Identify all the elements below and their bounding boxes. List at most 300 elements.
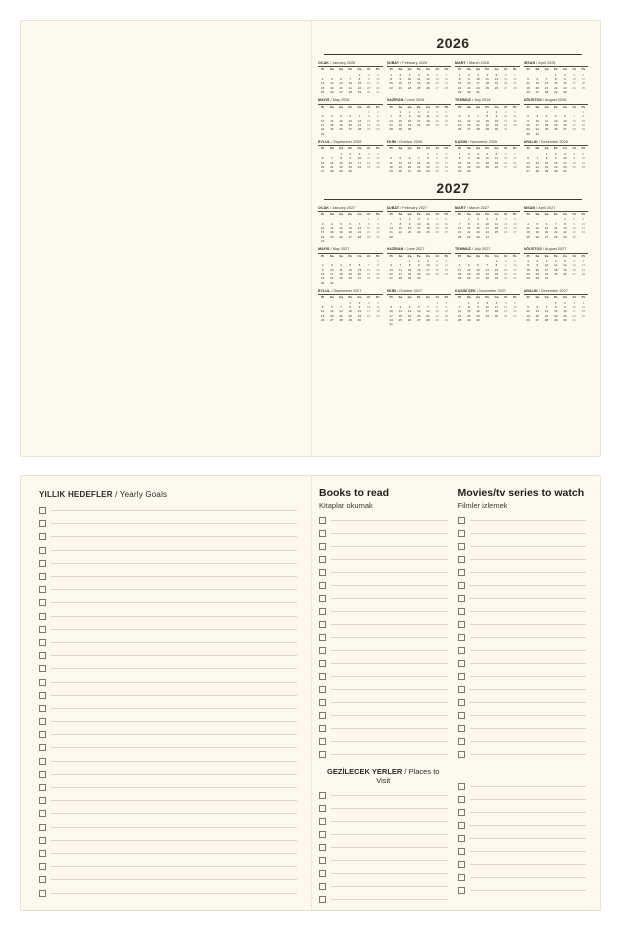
month-days: 1 2 3 4 5 6 7 8 9 10 11 12 13 14 15 16 17 18 19 20 21 22 23 24 25 26 27 28 29 30 31 [457,72,517,95]
checkbox-icon[interactable] [458,634,465,641]
list-item[interactable] [458,618,587,631]
movies-rows [458,514,587,761]
list-item[interactable] [458,566,587,579]
write-line [51,602,297,603]
checkbox-icon[interactable] [458,796,465,803]
checkbox-icon[interactable] [458,712,465,719]
write-line [470,650,587,651]
list-item[interactable] [39,530,297,543]
list-item[interactable] [319,854,448,867]
checkbox-icon[interactable] [458,686,465,693]
checkbox-icon[interactable] [39,797,46,804]
list-item[interactable] [458,722,587,735]
checkbox-icon[interactable] [39,771,46,778]
list-item[interactable] [39,636,297,649]
checkbox-icon[interactable] [319,621,326,628]
list-item[interactable] [319,709,448,722]
write-line [331,754,448,755]
checkbox-icon[interactable] [319,870,326,877]
weekday-header: Pt Sa Ça Pe Cu Ct Pz [321,211,380,216]
checkbox-icon[interactable] [458,530,465,537]
write-line [470,741,587,742]
list-item[interactable] [39,873,297,886]
list-item[interactable] [319,867,448,880]
write-line [331,559,448,560]
weekday-header: Pt Sa Ça Pe Cu Ct Pz [321,67,380,72]
checkbox-icon[interactable] [39,744,46,751]
calendar-year-block [318,180,588,327]
list-item[interactable] [458,670,587,683]
write-line [470,702,587,703]
write-line [51,893,297,894]
list-item[interactable] [458,871,587,884]
write-line [470,786,587,787]
write-line [331,572,448,573]
checkbox-icon[interactable] [39,810,46,817]
month-block [318,98,383,136]
list-item[interactable] [319,631,448,644]
write-line [470,877,587,878]
list-item[interactable] [319,893,448,906]
checkbox-icon[interactable] [39,876,46,883]
month-block [318,289,383,327]
write-line [470,572,587,573]
checkbox-icon[interactable] [458,887,465,894]
list-item[interactable] [458,748,587,761]
write-line [470,754,587,755]
list-item[interactable] [458,605,587,618]
month-block [455,206,520,244]
checkbox-icon[interactable] [458,543,465,550]
list-item[interactable] [39,886,297,899]
year-divider [324,54,582,55]
checkbox-icon[interactable] [319,660,326,667]
month-block [318,247,383,285]
weekday-header: Pt Sa Ça Pe Cu Ct Pz [321,295,380,300]
write-line [331,847,448,848]
list-item[interactable] [39,583,297,596]
checkbox-icon[interactable] [319,647,326,654]
checkbox-icon[interactable] [39,652,46,659]
checkbox-icon[interactable] [39,837,46,844]
weekday-header: Pt Sa Ça Pe Cu Ct Pz [321,253,380,258]
month-block [455,289,520,327]
checkbox-icon[interactable] [458,569,465,576]
movies-heading [458,488,587,510]
write-line [51,734,297,735]
checkbox-icon[interactable] [458,673,465,680]
list-item[interactable] [319,527,448,540]
month-name: OCAK / January 2027 [318,206,383,212]
month-name: AĞUSTOS / August 2026 [524,98,589,104]
checkbox-icon[interactable] [39,718,46,725]
list-item[interactable] [458,696,587,709]
list-item[interactable] [458,884,587,897]
checkbox-icon[interactable] [39,784,46,791]
month-name: EYLÜL / September 2027 [318,289,383,295]
checkbox-icon[interactable] [458,835,465,842]
write-line [51,774,297,775]
month-days: 1 2 3 4 5 6 7 8 9 10 11 12 13 14 15 16 17 18 19 20 21 22 23 24 25 26 27 28 [389,217,449,239]
list-item[interactable] [458,540,587,553]
checkbox-icon[interactable] [458,874,465,881]
month-block [318,140,383,173]
checkbox-icon[interactable] [319,699,326,706]
list-item[interactable] [319,696,448,709]
movies-column [458,488,587,900]
checkbox-icon[interactable] [319,738,326,745]
weekday-header: Pt Sa Ça Pe Cu Ct Pz [321,104,380,109]
checkbox-icon[interactable] [319,883,326,890]
checkbox-icon[interactable] [458,848,465,855]
write-line [51,840,297,841]
checkbox-icon[interactable] [458,660,465,667]
list-item[interactable] [39,570,297,583]
month-days: 1 2 3 4 5 6 7 8 9 10 11 12 13 14 15 16 17 18 19 20 21 22 23 24 25 26 27 28 29 30 31 [389,300,449,327]
write-line [470,851,587,852]
checkbox-icon[interactable] [39,692,46,699]
checkbox-icon[interactable] [39,863,46,870]
list-item[interactable] [39,847,297,860]
calendar-side [310,21,600,456]
yearly-goals-page [21,476,311,910]
checkbox-icon[interactable] [458,861,465,868]
month-block [387,140,452,173]
weekday-header: Pt Sa Ça Pe Cu Ct Pz [458,253,517,258]
month-name: NİSAN / April 2026 [524,61,589,67]
list-item[interactable] [319,644,448,657]
list-item[interactable] [39,557,297,570]
checkbox-icon[interactable] [39,679,46,686]
checkbox-icon[interactable] [319,896,326,903]
list-item[interactable] [458,553,587,566]
write-line [51,787,297,788]
write-line [331,821,448,822]
month-name: NİSAN / April 2027 [524,206,589,212]
checkbox-icon[interactable] [458,517,465,524]
checkbox-icon[interactable] [39,520,46,527]
movies-title-en: Movies/tv series to watch [457,487,585,499]
list-item[interactable] [319,540,448,553]
write-line [51,879,297,880]
list-item[interactable] [39,596,297,609]
write-line [51,616,297,617]
list-item[interactable] [319,514,448,527]
list-item[interactable] [39,781,297,794]
checkbox-icon[interactable] [39,850,46,857]
write-line [51,668,297,669]
checkbox-icon[interactable] [458,751,465,758]
checkbox-icon[interactable] [39,890,46,897]
checkbox-icon[interactable] [319,595,326,602]
list-item[interactable] [39,649,297,662]
checkbox-icon[interactable] [319,673,326,680]
write-line [331,611,448,612]
write-line [331,702,448,703]
checkbox-icon[interactable] [39,824,46,831]
weekday-header: Pt Sa Ça Pe Cu Ct Pz [526,104,586,109]
month-days: 1 2 3 4 5 6 7 8 9 10 11 12 13 14 15 16 17 18 19 20 21 22 23 24 25 26 27 28 29 30 31 [320,72,380,95]
list-item[interactable] [319,815,448,828]
checkbox-icon[interactable] [39,665,46,672]
write-line [470,663,587,664]
list-item[interactable] [458,858,587,871]
list-item[interactable] [39,741,297,754]
weekday-header: Pt Sa Ça Pe Cu Ct Pz [389,295,449,300]
checkbox-icon[interactable] [39,533,46,540]
list-item[interactable] [319,748,448,761]
month-days: 1 2 3 4 5 6 7 8 9 10 11 12 13 14 15 16 17 18 19 20 21 22 23 24 25 26 27 28 29 30 31 [389,151,449,174]
list-item[interactable] [319,579,448,592]
write-line [470,812,587,813]
list-item[interactable] [458,579,587,592]
weekday-header: Pt Sa Ça Pe Cu Ct Pz [458,211,517,216]
checkbox-icon[interactable] [458,621,465,628]
month-block [524,61,589,94]
checkbox-icon[interactable] [319,556,326,563]
write-line [470,799,587,800]
list-item[interactable] [39,504,297,517]
books-title-en: Books to read [319,487,390,499]
checkbox-icon[interactable] [458,608,465,615]
write-line [51,589,297,590]
list-item[interactable] [39,755,297,768]
checkbox-icon[interactable] [39,639,46,646]
checkbox-icon[interactable] [458,725,465,732]
write-line [51,550,297,551]
checkbox-icon[interactable] [458,783,465,790]
list-item[interactable] [39,662,297,675]
lists-page [309,476,600,910]
list-item[interactable] [458,709,587,722]
checkbox-icon[interactable] [319,517,326,524]
checkbox-icon[interactable] [39,613,46,620]
list-item[interactable] [458,793,587,806]
goals-spread [20,475,601,911]
write-line [51,708,297,709]
checkbox-icon[interactable] [319,686,326,693]
checkbox-icon[interactable] [319,634,326,641]
list-item[interactable] [39,610,297,623]
checkbox-icon[interactable] [39,599,46,606]
checkbox-icon[interactable] [39,547,46,554]
checkbox-icon[interactable] [39,731,46,738]
write-line [331,624,448,625]
write-line [51,629,297,630]
checkbox-icon[interactable] [458,647,465,654]
month-name: ARALIK / December 2027 [524,289,589,295]
list-item[interactable] [319,592,448,605]
checkbox-icon[interactable] [319,582,326,589]
month-name: ŞUBAT / February 2027 [387,206,452,212]
month-days: 1 2 3 4 5 6 7 8 9 10 11 12 13 14 15 16 17 18 19 20 21 22 23 24 25 26 27 28 29 30 [526,217,586,239]
checkbox-icon[interactable] [319,569,326,576]
list-item[interactable] [39,517,297,530]
list-item[interactable] [458,644,587,657]
list-item[interactable] [39,689,297,702]
month-name: MART / March 2027 [455,206,520,212]
list-item[interactable] [319,553,448,566]
list-item[interactable] [458,832,587,845]
month-block [524,289,589,327]
write-line [331,533,448,534]
list-item[interactable] [39,715,297,728]
checkbox-icon[interactable] [39,507,46,514]
month-name: OCAK / January 2026 [318,61,383,67]
checkbox-icon[interactable] [39,626,46,633]
month-name: AĞUSTOS / August 2027 [524,247,589,253]
write-line [331,860,448,861]
year-divider [324,199,582,200]
checkbox-icon[interactable] [458,556,465,563]
places-title-tr: GEZİLECEK YERLER [327,766,403,776]
checkbox-icon[interactable] [319,805,326,812]
weekday-header: Pt Sa Ça Pe Cu Ct Pz [458,67,517,72]
list-item[interactable] [458,514,587,527]
list-item[interactable] [458,735,587,748]
list-item[interactable] [319,618,448,631]
checkbox-icon[interactable] [319,543,326,550]
checkbox-icon[interactable] [39,573,46,580]
checkbox-icon[interactable] [458,699,465,706]
write-line [51,813,297,814]
list-item[interactable] [458,631,587,644]
list-item[interactable] [319,828,448,841]
month-days: 1 2 3 4 5 6 7 8 9 10 11 12 13 14 15 16 17 18 19 20 21 22 23 24 25 26 27 28 29 30 31 [320,259,380,285]
write-line [470,825,587,826]
month-block [524,206,589,244]
list-item[interactable] [458,780,587,793]
list-item[interactable] [319,722,448,735]
list-item[interactable] [39,702,297,715]
list-item[interactable] [458,657,587,670]
write-line [51,761,297,762]
write-line [51,721,297,722]
list-item[interactable] [39,834,297,847]
month-name: HAZİRAN / June 2027 [387,247,452,253]
list-item[interactable] [319,683,448,696]
write-line [51,523,297,524]
write-line [51,695,297,696]
month-days: 1 2 3 4 5 6 7 8 9 10 11 12 13 14 15 16 17 18 19 20 21 22 23 24 25 26 27 28 29 30 31 [526,259,586,281]
checkbox-icon[interactable] [319,857,326,864]
write-line [470,611,587,612]
calendar-year-title: 2026 [436,35,470,51]
list-item[interactable] [319,735,448,748]
month-days: 1 2 3 4 5 6 7 8 9 10 11 12 13 14 15 16 17 18 19 20 21 22 23 24 25 26 27 28 29 30 31 [320,217,380,243]
write-line [51,510,297,511]
checkbox-icon[interactable] [319,792,326,799]
month-name: ŞUBAT / February 2026 [387,61,452,67]
list-item[interactable] [319,841,448,854]
list-item[interactable] [39,623,297,636]
checkbox-icon[interactable] [319,712,326,719]
list-item[interactable] [39,794,297,807]
list-item[interactable] [39,768,297,781]
list-item[interactable] [319,670,448,683]
month-days: 1 2 3 4 5 6 7 8 9 10 11 12 13 14 15 16 17 18 19 20 21 22 23 24 25 26 27 28 29 30 31 [457,259,517,281]
calendar-spread [20,20,601,457]
list-item[interactable] [458,683,587,696]
list-item[interactable] [39,807,297,820]
month-block [524,247,589,285]
weekday-header: Pt Sa Ça Pe Cu Ct Pz [389,104,449,109]
list-item[interactable] [319,789,448,802]
checkbox-icon[interactable] [39,705,46,712]
checkbox-icon[interactable] [39,758,46,765]
write-line [51,536,297,537]
month-block [387,206,452,244]
books-rows [319,514,448,761]
checkbox-icon[interactable] [319,831,326,838]
month-block [387,247,452,285]
calendar-year-block [318,35,588,174]
checkbox-icon[interactable] [319,725,326,732]
weekday-header: Pt Sa Ça Pe Cu Ct Pz [526,211,586,216]
books-title-tr: Kitaplar okumak [319,500,373,510]
write-line [331,676,448,677]
list-item[interactable] [458,527,587,540]
checkbox-icon[interactable] [319,844,326,851]
checkbox-icon[interactable] [319,530,326,537]
checkbox-icon[interactable] [39,586,46,593]
checkbox-icon[interactable] [39,560,46,567]
list-item[interactable] [458,806,587,819]
write-line [331,650,448,651]
checkbox-icon[interactable] [458,809,465,816]
list-item[interactable] [319,657,448,670]
checkbox-icon[interactable] [319,818,326,825]
list-item[interactable] [458,845,587,858]
weekday-header: Pt Sa Ça Pe Cu Ct Pz [458,295,517,300]
month-days: 1 2 3 4 5 6 7 8 9 10 11 12 13 14 15 16 17 18 19 20 21 22 23 24 25 26 27 28 29 30 [389,110,449,132]
write-line [470,637,587,638]
list-item[interactable] [39,821,297,834]
month-name: EKİM / October 2027 [387,289,452,295]
weekday-header: Pt Sa Ça Pe Cu Ct Pz [389,146,449,151]
checkbox-icon[interactable] [458,822,465,829]
checkbox-icon[interactable] [319,608,326,615]
month-name: EKİM / October 2026 [387,140,452,146]
checkbox-icon[interactable] [458,595,465,602]
weekday-header: Pt Sa Ça Pe Cu Ct Pz [389,253,449,258]
month-name: ARALIK / December 2026 [524,140,589,146]
list-item[interactable] [39,728,297,741]
list-item[interactable] [319,880,448,893]
list-item[interactable] [319,566,448,579]
month-days: 1 2 3 4 5 6 7 8 9 10 11 12 13 14 15 16 17 18 19 20 21 22 23 24 25 26 27 28 29 30 [320,300,380,323]
list-item[interactable] [39,544,297,557]
list-item[interactable] [39,675,297,688]
list-item[interactable] [319,605,448,618]
month-days: 1 2 3 4 5 6 7 8 9 10 11 12 13 14 15 16 17 18 19 20 21 22 23 24 25 26 27 28 29 30 [389,259,449,281]
list-item[interactable] [39,860,297,873]
list-item[interactable] [458,592,587,605]
checkbox-icon[interactable] [319,751,326,758]
write-line [331,598,448,599]
checkbox-icon[interactable] [458,738,465,745]
month-days: 1 2 3 4 5 6 7 8 9 10 11 12 13 14 15 16 17 18 19 20 21 22 23 24 25 26 27 28 29 30 [457,151,517,174]
month-name: TEMMUZ / July 2026 [455,98,520,104]
write-line [470,585,587,586]
month-days: 1 2 3 4 5 6 7 8 9 10 11 12 13 14 15 16 17 18 19 20 21 22 23 24 25 26 27 28 29 30 31 [457,110,517,132]
yearly-goals-title-en: Yearly Goals [119,490,168,499]
checkbox-icon[interactable] [458,582,465,589]
list-item[interactable] [319,802,448,815]
write-line [51,800,297,801]
list-item[interactable] [458,819,587,832]
weekday-header: Pt Sa Ça Pe Cu Ct Pz [389,211,449,216]
